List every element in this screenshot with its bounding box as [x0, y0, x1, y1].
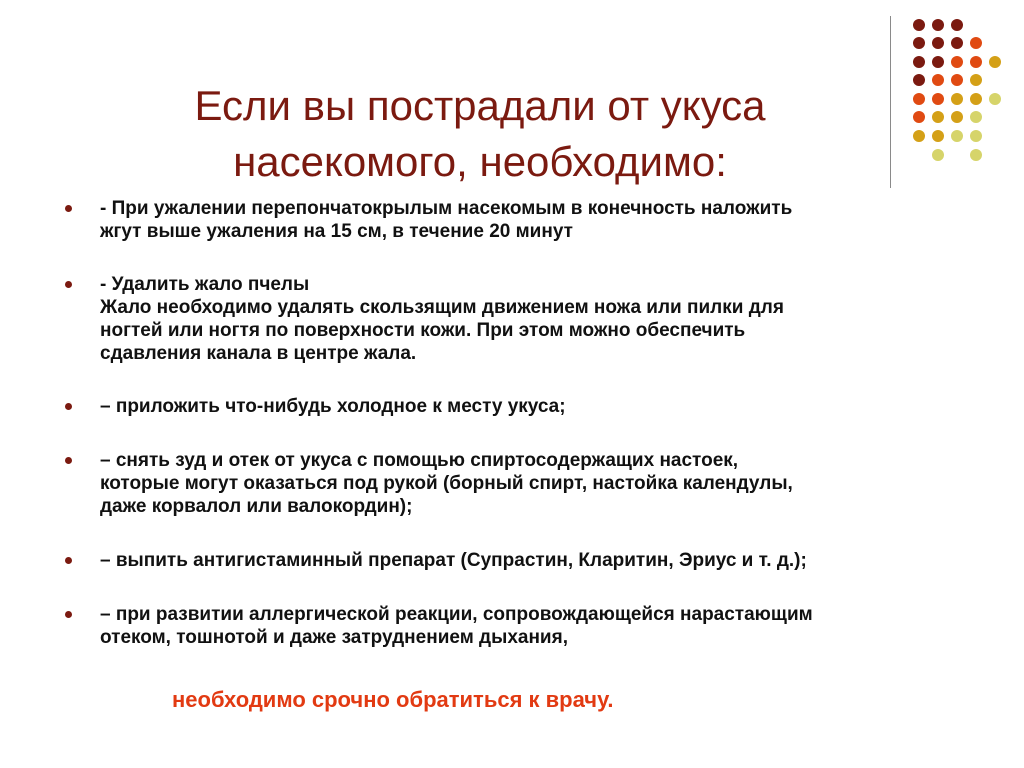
bullet-text-line: ногтей или ногтя по поверхности кожи. При этом можно обеспечить	[100, 320, 746, 341]
bullet-text-line: – снять зуд и отек от укуса с помощью спиртосодержащих настоек,	[100, 450, 739, 471]
dot	[913, 74, 925, 86]
bullet-text-line: отеком, тошнотой и даже затруднением дыхания,	[100, 627, 568, 648]
bullet-text-line: - Удалить жало пчелы	[100, 274, 310, 295]
slide-title-line-1: Если вы пострадали от укуса	[194, 82, 766, 130]
bullet-item	[62, 603, 982, 649]
bullet-text-line: Жало необходимо удалять скользящим движением ножа или пилки для	[100, 297, 784, 318]
dot	[989, 93, 1001, 105]
bullet-text-line: – выпить антигистаминный препарат (Супрастин, Кларитин, Эриус и т. д.);	[100, 550, 807, 571]
bullet-dot-icon	[65, 557, 72, 564]
decorative-dot-grid	[913, 19, 1001, 161]
dot	[913, 93, 925, 105]
dot	[951, 56, 963, 68]
dot	[951, 74, 963, 86]
dot	[913, 37, 925, 49]
dot	[932, 19, 944, 31]
urgent-callout: необходимо срочно обратиться к врачу.	[172, 687, 614, 712]
bullet-dot-icon	[65, 205, 72, 212]
dot	[970, 74, 982, 86]
dot	[970, 37, 982, 49]
bullet-dot-icon	[65, 611, 72, 618]
dot	[913, 130, 925, 142]
slide-title-line-2: насекомого, необходимо:	[233, 138, 727, 186]
dot	[932, 149, 944, 161]
dot	[951, 19, 963, 31]
dot	[932, 93, 944, 105]
dot	[970, 149, 982, 161]
bullet-text-line: - При ужалении перепончатокрылым насекомым в конечность наложить	[100, 198, 793, 219]
dot	[970, 130, 982, 142]
dot	[970, 56, 982, 68]
bullet-text-line: которые могут оказаться под рукой (борный спирт, настойка календулы,	[100, 473, 793, 494]
bullet-text-line: – при развитии аллергической реакции, сопровождающейся нарастающим	[100, 604, 813, 625]
bullet-dot-icon	[65, 403, 72, 410]
bullet-text-line: сдавления канала в центре жала.	[100, 343, 417, 364]
dot	[932, 56, 944, 68]
title-divider	[890, 16, 891, 188]
bullet-item	[62, 449, 982, 518]
bullet-text-line: даже корвалол или валокордин);	[100, 496, 413, 517]
bullet-text-line: жгут выше ужаления на 15 см, в течение 20 минут	[100, 221, 573, 242]
bullet-item	[62, 197, 982, 243]
dot	[913, 111, 925, 123]
bullet-list	[62, 197, 982, 649]
dot	[932, 37, 944, 49]
dot	[970, 93, 982, 105]
dot	[951, 93, 963, 105]
dot	[913, 19, 925, 31]
dot	[932, 130, 944, 142]
bullet-item	[62, 549, 982, 572]
dot	[951, 111, 963, 123]
slide-title	[120, 78, 840, 190]
dot	[932, 74, 944, 86]
dot	[951, 37, 963, 49]
bullet-item	[62, 395, 982, 418]
dot	[970, 111, 982, 123]
bullet-text-line: – приложить что-нибудь холодное к месту укуса;	[100, 396, 566, 417]
dot	[989, 56, 1001, 68]
bullet-dot-icon	[65, 281, 72, 288]
dot	[951, 130, 963, 142]
bullet-dot-icon	[65, 457, 72, 464]
dot	[932, 111, 944, 123]
dot	[913, 56, 925, 68]
bullet-item	[62, 273, 982, 365]
